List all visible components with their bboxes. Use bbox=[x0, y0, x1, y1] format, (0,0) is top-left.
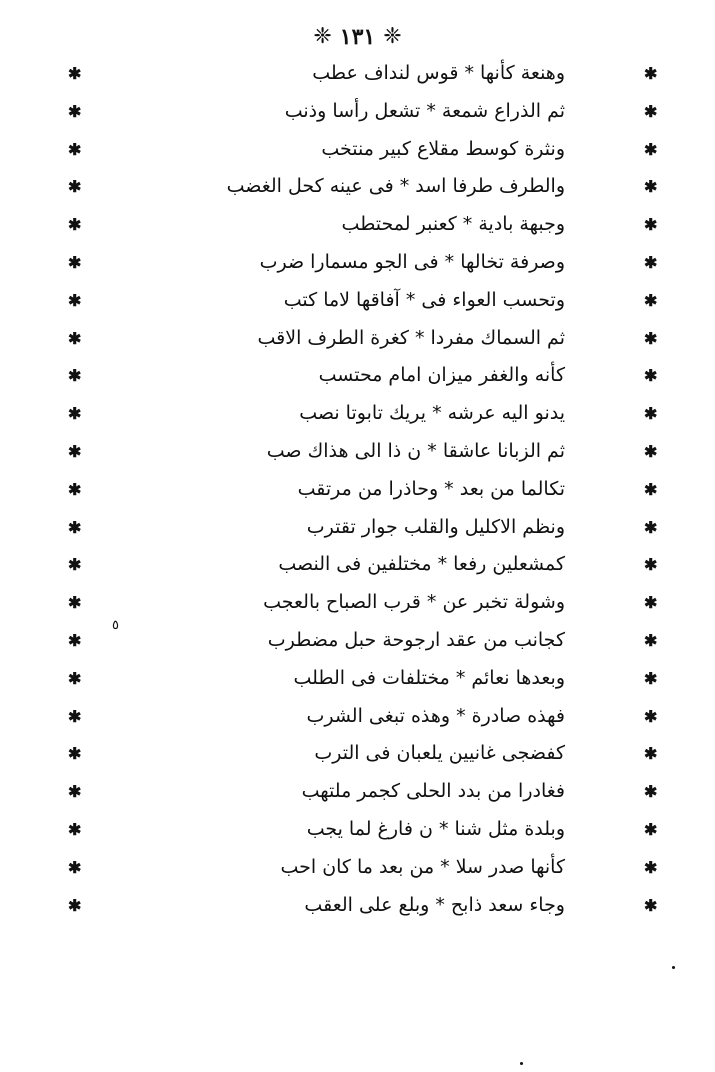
star-right-icon: ✱ bbox=[644, 404, 658, 424]
star-left-icon: ✱ bbox=[68, 706, 82, 726]
verse-line: وصرفة تخالها * فى الجو مسمارا ضرب bbox=[259, 251, 565, 273]
star-right-icon: ✱ bbox=[644, 215, 658, 235]
star-right-icon: ✱ bbox=[644, 820, 658, 839]
star-left-icon: ✱ bbox=[68, 631, 82, 650]
star-right-icon: ✱ bbox=[644, 555, 658, 575]
star-left-icon: ✱ bbox=[68, 744, 82, 764]
verse-line: فهذه صادرة * وهذه تبغى الشرب bbox=[306, 704, 565, 727]
verse-line: كمشعلين رفعا * مختلفين فى النصب bbox=[278, 553, 565, 576]
star-left-icon: ✱ bbox=[68, 177, 82, 197]
star-right-icon: ✱ bbox=[644, 139, 658, 159]
star-left-icon: ✱ bbox=[68, 479, 82, 499]
verse-line: وجاء سعد ذابح * وبلع على العقب bbox=[304, 893, 565, 916]
verse-line: كأنها صدر سلا * من بعد ما كان احب bbox=[280, 855, 565, 878]
star-left-icon: ✱ bbox=[68, 404, 82, 424]
verse-line: ثم الزبانا عاشقا * ن ذا الى هذاك صب bbox=[266, 440, 565, 462]
verse-line: وشولة تخبر عن * قرب الصباح بالعجب bbox=[263, 591, 565, 614]
verse-line: ونثرة كوسط مقلاع كبير منتخب bbox=[321, 137, 565, 160]
verse-line: ثم الذراع شمعة * تشعل رأسا وذنب bbox=[284, 99, 565, 122]
star-left-icon: ✱ bbox=[68, 366, 82, 386]
star-right-icon: ✱ bbox=[644, 366, 658, 386]
star-right-icon: ✱ bbox=[644, 101, 658, 121]
ornament-right-icon: ❈ bbox=[383, 24, 402, 49]
star-left-icon: ✱ bbox=[68, 555, 82, 575]
verse-line: وهنعة كأنها * قوس لنداف عطب bbox=[312, 62, 565, 84]
star-left-icon: ✱ bbox=[68, 290, 82, 310]
star-left-icon: ✱ bbox=[68, 895, 82, 915]
verse-line: كجانب من عقد ارجوحة حبل مضطرب bbox=[267, 629, 565, 651]
star-left-icon: ✱ bbox=[68, 593, 82, 613]
star-left-icon: ✱ bbox=[68, 517, 82, 537]
star-right-icon: ✱ bbox=[644, 290, 658, 310]
star-left-icon: ✱ bbox=[68, 139, 82, 159]
star-left-icon: ✱ bbox=[68, 820, 82, 839]
star-left-icon: ✱ bbox=[68, 328, 82, 348]
verse-line: فغادرا من بدد الحلى كجمر ملتهب bbox=[301, 780, 565, 803]
marginal-note: ٥ bbox=[112, 618, 119, 633]
star-right-icon: ✱ bbox=[644, 593, 658, 613]
verse-line: وبلدة مثل شنا * ن فارغ لما يجب bbox=[306, 818, 565, 840]
verse-line: تكالما من بعد * وحاذرا من مرتقب bbox=[297, 477, 565, 500]
star-left-icon: ✱ bbox=[68, 101, 82, 121]
star-right-icon: ✱ bbox=[644, 631, 658, 650]
star-left-icon: ✱ bbox=[68, 442, 82, 461]
verse-line: كفضجى غانيين يلعبان فى الترب bbox=[314, 742, 565, 765]
ornament-left-icon: ❈ bbox=[313, 24, 332, 49]
star-right-icon: ✱ bbox=[644, 177, 658, 197]
star-right-icon: ✱ bbox=[644, 479, 658, 499]
verse-line: وتحسب العواء فى * آفاقها لاما كتب bbox=[283, 288, 565, 311]
page-number: ١٣١ bbox=[339, 24, 376, 50]
ink-dot bbox=[672, 966, 675, 969]
star-right-icon: ✱ bbox=[644, 706, 658, 726]
verse-line: يدنو اليه عرشه * يريك تابوتا نصب bbox=[299, 402, 565, 425]
star-right-icon: ✱ bbox=[644, 517, 658, 537]
verse-line: كأنه والغفر ميزان امام محتسب bbox=[318, 364, 565, 387]
star-right-icon: ✱ bbox=[644, 782, 658, 802]
page-header bbox=[0, 22, 715, 52]
ink-dot bbox=[520, 1062, 523, 1065]
verse-line: ثم السماك مفردا * كغرة الطرف الاقب bbox=[257, 326, 565, 349]
verse-line: ونظم الاكليل والقلب جوار تقترب bbox=[306, 515, 565, 538]
star-right-icon: ✱ bbox=[644, 895, 658, 915]
star-right-icon: ✱ bbox=[644, 857, 658, 877]
star-left-icon: ✱ bbox=[68, 215, 82, 235]
star-right-icon: ✱ bbox=[644, 668, 658, 688]
verse-line: وجبهة بادية * كعنبر لمحتطب bbox=[341, 213, 565, 236]
star-left-icon: ✱ bbox=[68, 253, 82, 272]
star-left-icon: ✱ bbox=[68, 857, 82, 877]
star-right-icon: ✱ bbox=[644, 253, 658, 272]
star-right-icon: ✱ bbox=[644, 64, 658, 83]
verse-line: والطرف طرفا اسد * فى عينه كحل الغضب bbox=[226, 175, 565, 198]
verse-line: وبعدها نعائم * مختلفات فى الطلب bbox=[293, 666, 565, 689]
star-left-icon: ✱ bbox=[68, 668, 82, 688]
star-left-icon: ✱ bbox=[68, 782, 82, 802]
star-left-icon: ✱ bbox=[68, 64, 82, 83]
star-right-icon: ✱ bbox=[644, 328, 658, 348]
star-right-icon: ✱ bbox=[644, 744, 658, 764]
star-right-icon: ✱ bbox=[644, 442, 658, 461]
